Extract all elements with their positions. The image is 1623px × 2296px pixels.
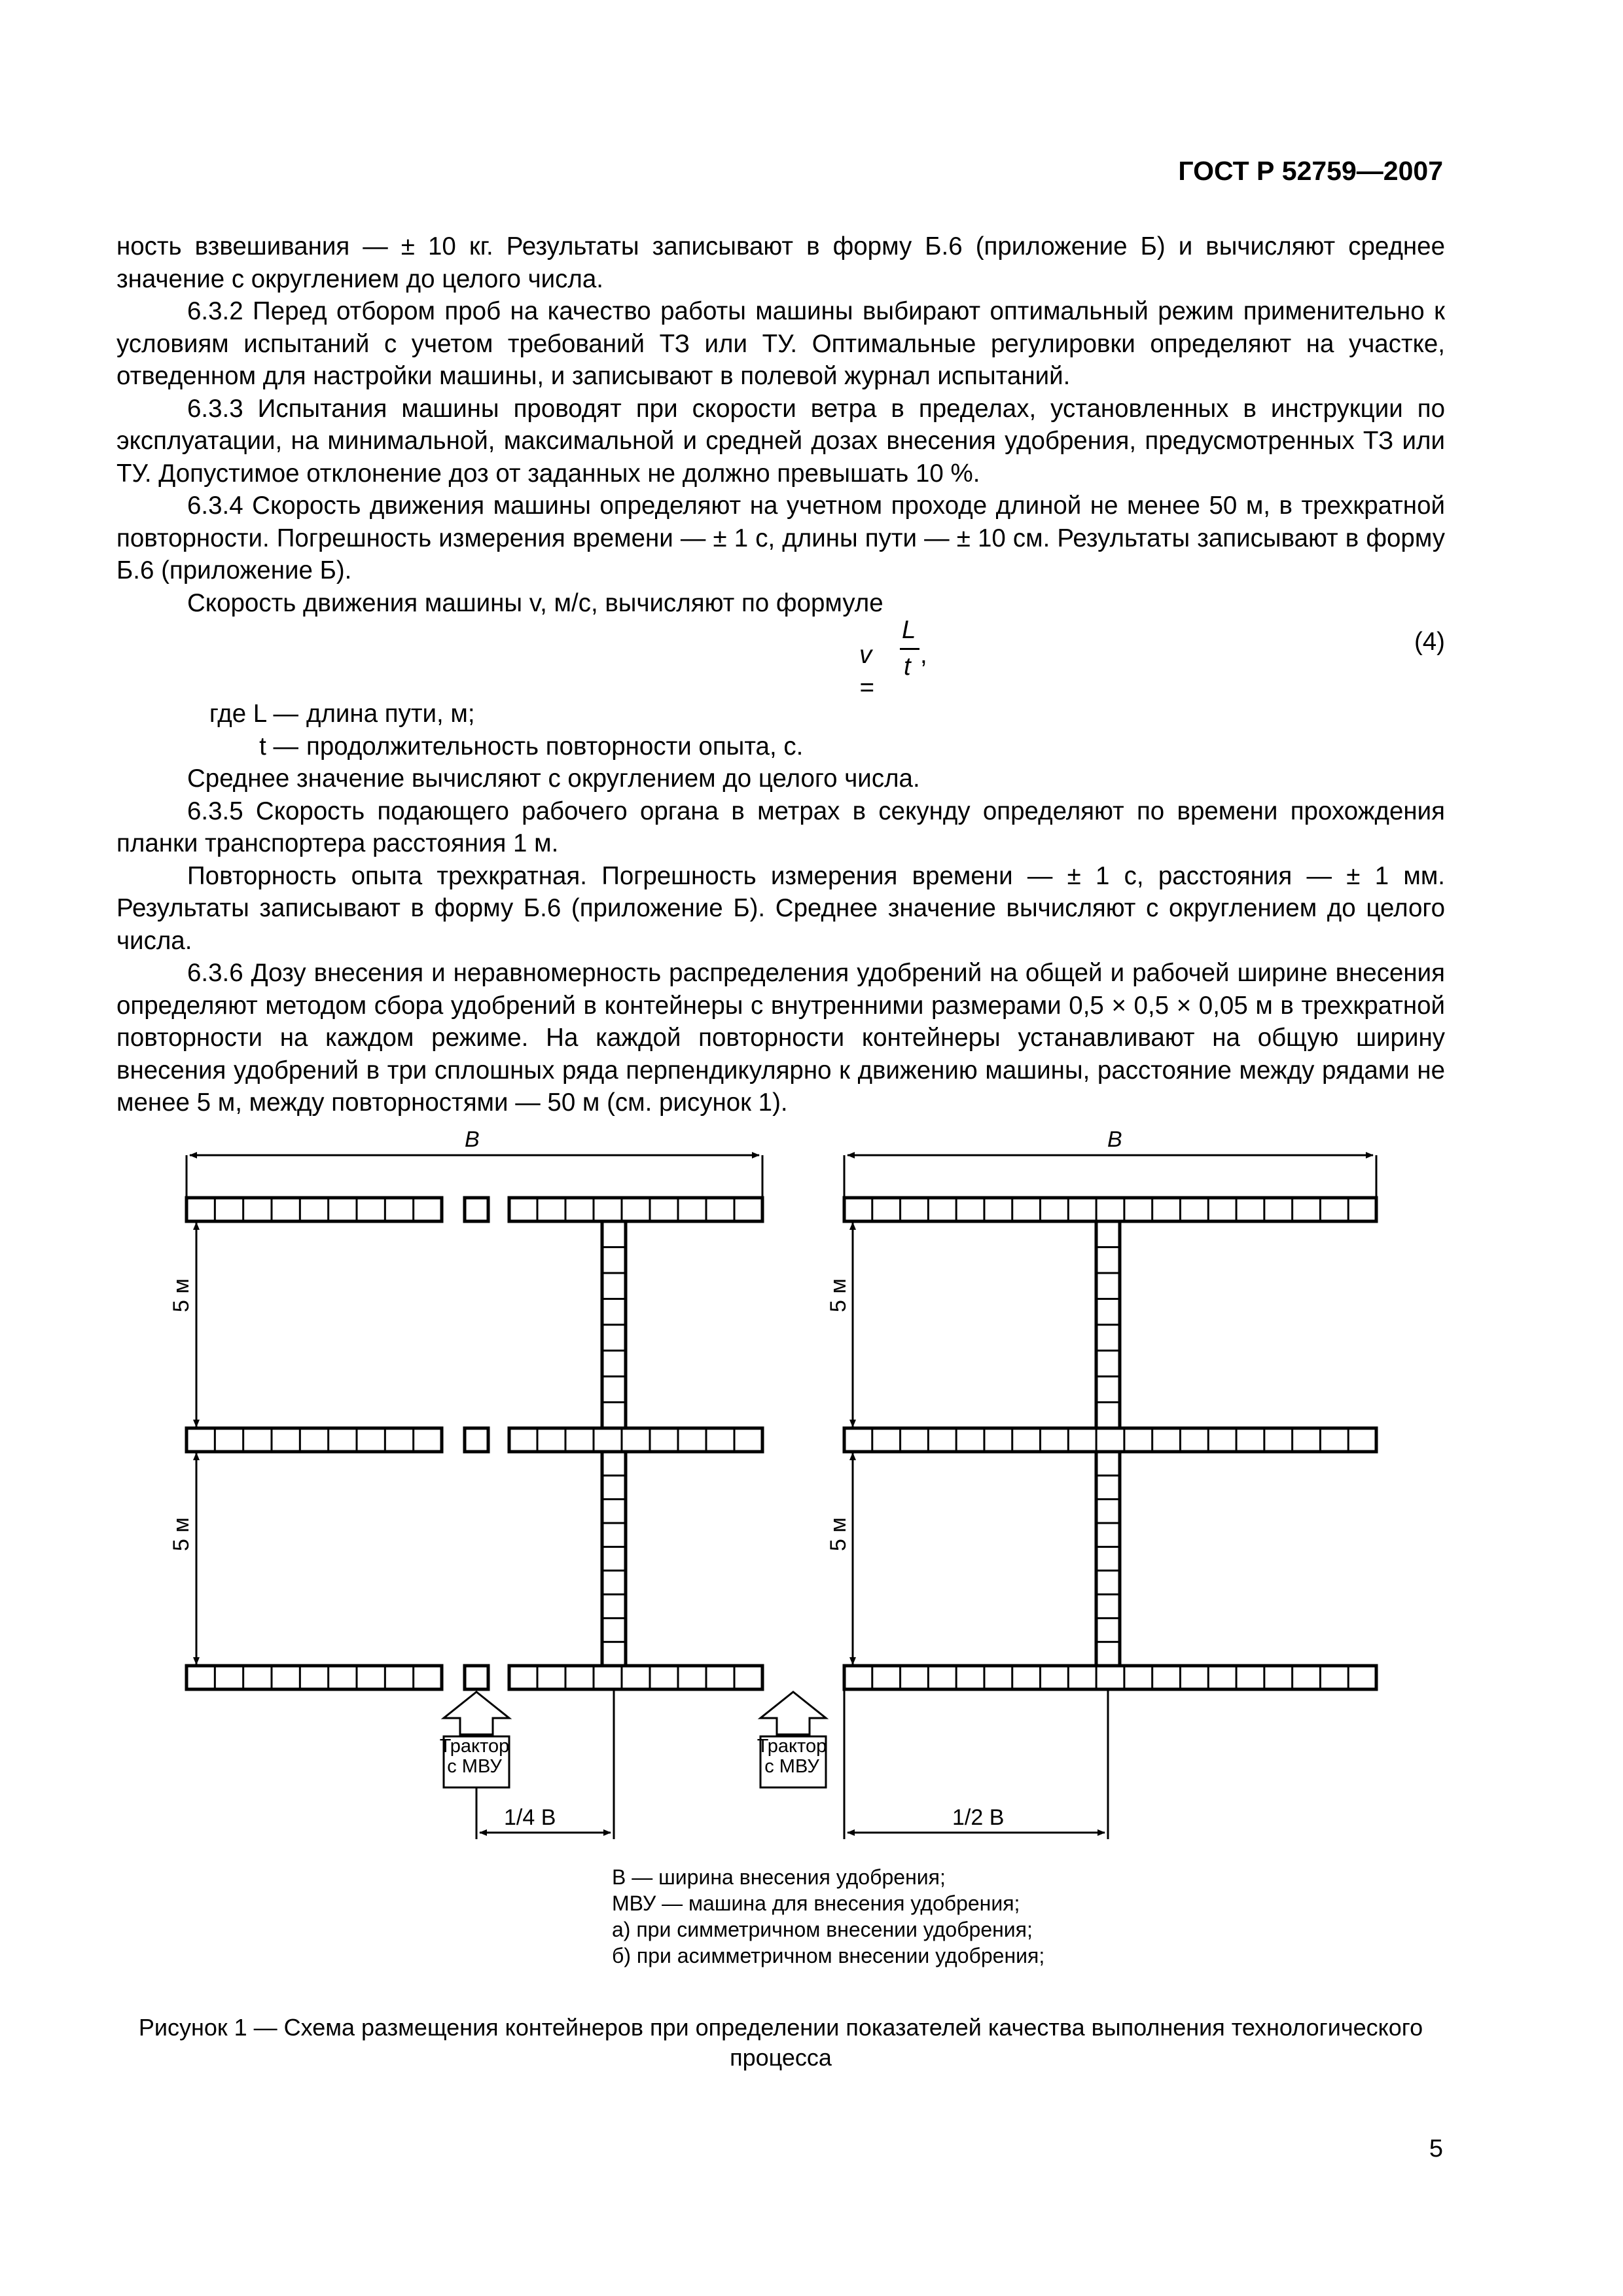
legend-item: В — ширина внесения удобрения; [612, 1865, 946, 1889]
paragraph: Повторность опыта трехкратная. Погрешность измерения времени — ± 1 с, расстояния — ± 1 мм. Результаты записывают в форму Б.6 (приложение Б). Среднее значение вычисляют с округлением до целого числа. [116, 861, 1445, 955]
paragraph-6-3-6: 6.3.6 Дозу внесения и неравномерность распределения удобрений на общей и рабочей ширине внесения определяют методом сбора удобрений в контейнеры с внутренними размерами 0,5 × 0,5 × 0,05 м в трехкратной повторности на каждом режиме. На каждой повторности контейнеры устанавливают на общую ширину внесения удобрений в три сплошных ряда перпендикулярно к движению машины, расстояние между рядами не менее 5 м, между повторностями — 50 м (см. рисунок 1). [116, 959, 1445, 1117]
single-container [465, 1666, 488, 1689]
container-row [187, 1428, 442, 1452]
container-row [187, 1666, 442, 1689]
spacing-label: 5 м [826, 1278, 851, 1312]
container-row [187, 1198, 442, 1221]
where-text: длина пути, м; [306, 700, 475, 728]
tractor-arrow [444, 1692, 509, 1734]
paragraph: ность взвешивания — ± 10 кг. Результаты записывают в форму Б.6 (приложение Б) и вычисляют среднее значение с округлением до целого числа. [116, 232, 1445, 293]
spacing-label: 5 м [169, 1517, 194, 1551]
legend-item: б) при асимметричном внесении удобрения; [612, 1944, 1045, 1967]
container-row [844, 1198, 1376, 1221]
document-header: ГОСТ Р 52759—2007 [1178, 156, 1443, 186]
where-prefix: t — [259, 732, 298, 761]
tractor-label-b: Трактор с МВУ [757, 1736, 827, 1777]
where-text: продолжительность повторности опыта, с. [306, 732, 804, 761]
container-row [844, 1428, 1376, 1452]
tractor-label-a: Трактор с МВУ [439, 1736, 510, 1777]
width-label-a: B [465, 1127, 480, 1152]
paragraph-6-3-4: 6.3.4 Скорость движения машины определяют на учетном проходе длиной не менее 50 м, в трехкратной повторности. Погрешность измерения времени — ± 1 с, длины пути — ± 10 см. Результаты записывают в форму Б.6 (приложение Б). [116, 492, 1445, 584]
where-prefix: где L — [209, 700, 298, 728]
spacing-label: 5 м [169, 1278, 194, 1312]
container-row [509, 1666, 762, 1689]
paragraph-6-3-2: 6.3.2 Перед отбором проб на качество работы машины выбирают оптимальный режим применительно к условиям испытаний с учетом требований ТЗ или ТУ. Оптимальные регулировки определяют на участке, отведенном для настройки машины, и записывают в полевой журнал испытаний. [116, 297, 1445, 390]
single-container [465, 1428, 488, 1452]
container-column [1096, 1452, 1120, 1666]
formula-comma: , [920, 641, 927, 669]
offset-label-a: 1/4 B [504, 1805, 556, 1830]
paragraph: Среднее значение вычисляют с округлением до целого числа. [187, 764, 920, 793]
formula-numerator: L [902, 616, 916, 644]
formula-intro: Скорость движения машины v, м/с, вычисляют по формуле [187, 588, 883, 617]
container-row [509, 1428, 762, 1452]
legend-item: МВУ — машина для внесения удобрения; [612, 1892, 1020, 1915]
offset-label-b: 1/2 B [952, 1805, 1005, 1830]
formula-lhs: v = [859, 641, 874, 702]
formula-number: (4) [1414, 628, 1445, 656]
paragraph-6-3-3: 6.3.3 Испытания машины проводят при скорости ветра в пределах, установленных в инструкции по эксплуатации, на минимальной, максимальной и средней дозах внесения удобрения, предусмотренных ТЗ или ТУ. Допустимое отклонение доз от заданных не должно превышать 10 %. [116, 394, 1445, 488]
spacing-label: 5 м [826, 1517, 851, 1551]
single-container [465, 1198, 488, 1221]
container-row [844, 1666, 1376, 1689]
tractor-arrow [760, 1692, 826, 1734]
legend-item: а) при симметричном внесении удобрения; [612, 1918, 1033, 1941]
formula-denominator: t [904, 653, 911, 681]
figure-legend [612, 1864, 1044, 1969]
container-column [602, 1452, 626, 1666]
figure-caption: Рисунок 1 — Схема размещения контейнеров при определении показателей качества выполнения технологического процесса [138, 2014, 1423, 2071]
page-number: 5 [1429, 2135, 1443, 2162]
width-label-b: B [1107, 1127, 1122, 1152]
container-row [509, 1198, 762, 1221]
paragraph-6-3-5: 6.3.5 Скорость подающего рабочего органа в метрах в секунду определяют по времени прохождения планки транспортера расстояния 1 м. [116, 797, 1445, 857]
